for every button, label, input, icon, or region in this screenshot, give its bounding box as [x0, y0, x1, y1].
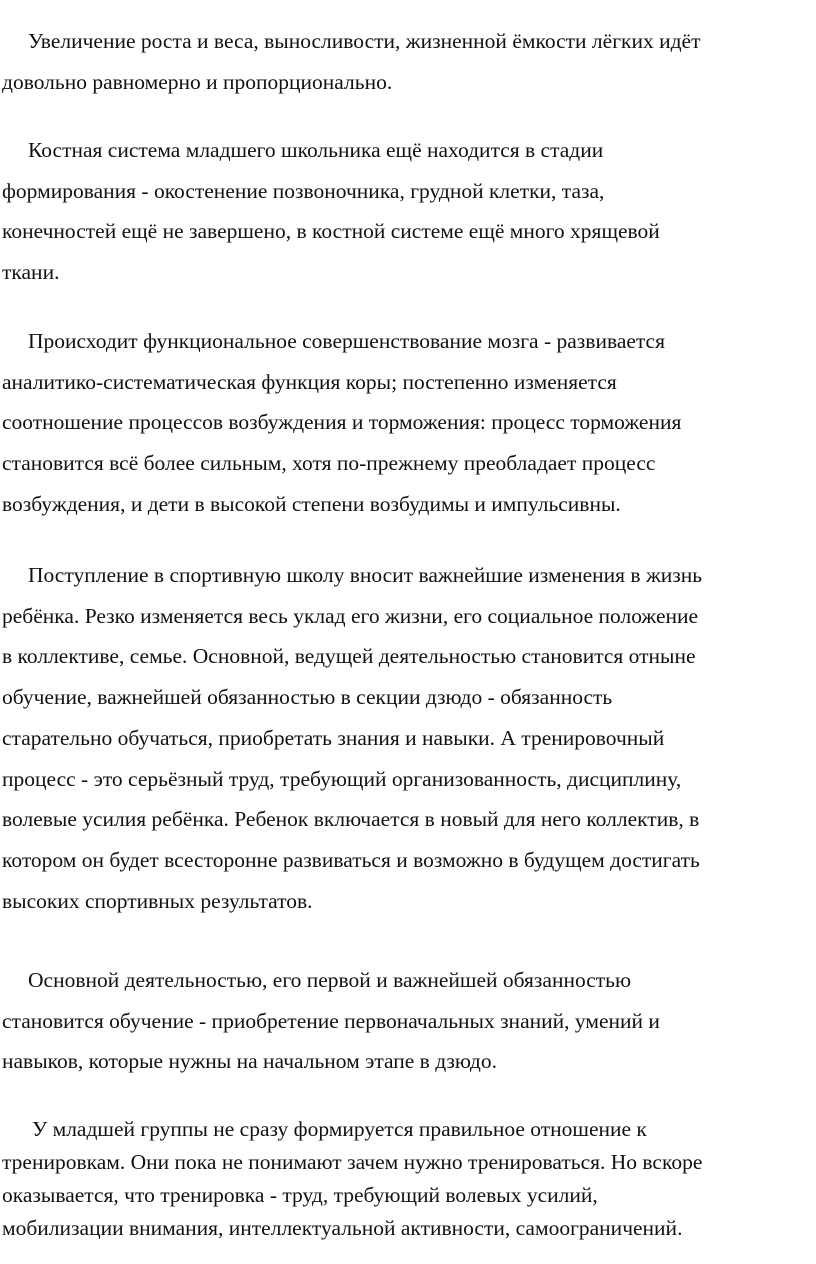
paragraph-junior-group: У младшей группы не сразу формируется правильное отношение к тренировкам. Они пока не понимают зачем нужно тренироваться. Но вскоре оказывается, что тренировка - труд, требующий волевых усилий, мобилизации внимания, интеллектуальной активности, самоограничений. [2, 1117, 703, 1240]
paragraph-skeletal-system: Костная система младшего школьника ещё находится в стадии формирования - окостенение позвоночника, грудной клетки, таза, конечностей ещё не завершено, в костной системе ещё много хрящевой ткани. [2, 138, 660, 285]
paragraph-brain-development: Происходит функциональное совершенствование мозга - развивается аналитико-систематическая функция коры; постепенно изменяется соотношение процессов возбуждения и торможения: процесс торможения становится всё более сильным, хотя по-прежнему преобладает процесс возбуждения, и дети в высокой степени возбудимы и импульсивны. [2, 329, 682, 516]
paragraph-growth: Увеличение роста и веса, выносливости, жизненной ёмкости лёгких идёт довольно равномерно и пропорционально. [2, 29, 701, 94]
paragraph-main-activity: Основной деятельностью, его первой и важнейшей обязанностью становится обучение - приобретение первоначальных знаний, умений и навыков, которые нужны на начальном этапе в дзюдо. [2, 968, 660, 1074]
paragraph-sports-school: Поступление в спортивную школу вносит важнейшие изменения в жизнь ребёнка. Резко изменяется весь уклад его жизни, его социальное положение в коллективе, семье. Основной, ведущей деятельностью становится отныне обучение, важнейшей обязанностью в секции дзюдо - обязанность старательно обучаться, приобретать знания и навыки. А тренировочный процесс - это серьёзный труд, требующий организованность, дисциплину, волевые усилия ребёнка. Ребенок включается в новый для него коллектив, в котором он будет всесторонне развиваться и возможно в будущем достигать высоких спортивных результатов. [2, 563, 703, 913]
